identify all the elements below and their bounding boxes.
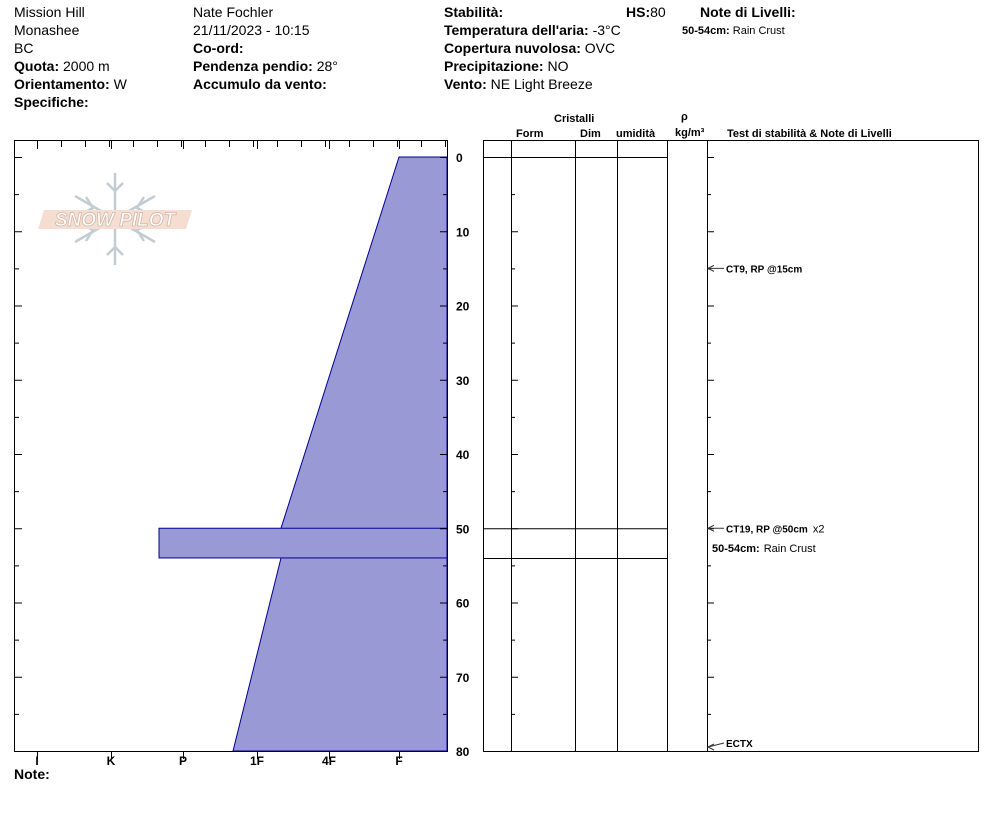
test-label: CT19, RP @50cm x2 xyxy=(726,523,825,536)
depth-tick-label: 20 xyxy=(456,299,470,314)
size-header: Dim xyxy=(580,128,601,140)
hardness-tick-label: P xyxy=(178,754,188,768)
logo-text: SNOW PILOT xyxy=(54,210,176,231)
aspect-value: W xyxy=(113,76,127,92)
depth-tick-label: 10 xyxy=(456,225,470,240)
layer-note-inline xyxy=(712,543,816,555)
wind-loading-label: Accumulo da vento: xyxy=(193,76,327,92)
density-unit: kg/m³ xyxy=(675,127,705,139)
region: BC xyxy=(14,40,34,56)
specifics-label: Specifiche: xyxy=(14,94,89,110)
hardness-layer-bar xyxy=(159,528,447,558)
test-arrow xyxy=(708,743,724,747)
notes-label: Note: xyxy=(14,766,50,782)
tests-notes-header: Test di stabilità & Note di Livelli xyxy=(727,128,892,140)
coord-label: Co-ord: xyxy=(193,40,244,56)
layer-notes-label: Note di Livelli: xyxy=(700,4,796,20)
crystals-header: Cristalli xyxy=(554,113,595,125)
moisture-header: umidità xyxy=(616,128,656,140)
elevation-label: Quota: xyxy=(14,58,60,74)
cloud-value: OVC xyxy=(584,40,616,56)
air-temp-label: Temperatura dell'aria: xyxy=(444,22,589,38)
precip-label: Precipitazione: xyxy=(444,58,544,74)
wind-value: NE Light Breeze xyxy=(490,76,593,92)
layer-table-frame xyxy=(484,141,979,752)
test-multiplier: x2 xyxy=(812,523,825,536)
stability-tests xyxy=(708,264,824,750)
depth-tick-label: 50 xyxy=(456,522,470,537)
hs-label: HS: xyxy=(626,4,651,20)
slope-value: 28° xyxy=(316,58,338,74)
depth-tick-label: 0 xyxy=(456,151,463,165)
depth-tick-label: 60 xyxy=(456,596,470,611)
depth-tick-label: 70 xyxy=(456,670,470,685)
form-header: Form xyxy=(516,128,544,140)
layer-note-range: 50-54cm: xyxy=(682,25,730,37)
depth-axis-labels xyxy=(456,151,470,759)
test-arrow-head xyxy=(708,744,714,750)
datetime: 21/11/2023 - 10:15 xyxy=(193,22,310,38)
location: Mission Hill xyxy=(14,4,85,20)
elevation-value: 2000 m xyxy=(63,58,110,74)
test-label: ECTX xyxy=(726,739,753,750)
layer-note-inline-text: Rain Crust xyxy=(763,543,816,555)
layer-note-inline-range: 50-54cm: xyxy=(712,543,760,555)
cloud-label: Copertura nuvolosa: xyxy=(444,40,581,56)
hs-value: 80 xyxy=(650,4,666,20)
layer-note-text: Rain Crust xyxy=(732,25,785,37)
aspect-label: Orientamento: xyxy=(14,76,110,92)
depth-tick-label: 80 xyxy=(456,745,470,759)
hardness-tick-label: 4F xyxy=(321,754,337,768)
hardness-area xyxy=(233,157,447,751)
observer: Nate Fochler xyxy=(193,4,274,20)
wind-label: Vento: xyxy=(444,76,487,92)
hardness-tick-label: I xyxy=(35,754,39,768)
mountain-range: Monashee xyxy=(14,22,80,38)
air-temp-value: -3°C xyxy=(592,22,621,38)
snowpilot-logo xyxy=(38,173,192,265)
table-ticks xyxy=(511,158,714,752)
test-label: CT9, RP @15cm xyxy=(726,264,803,276)
hardness-tick-label: K xyxy=(106,754,116,768)
density-symbol: ρ xyxy=(681,111,688,123)
hardness-axis-labels xyxy=(35,754,402,768)
depth-tick-label: 40 xyxy=(456,448,470,462)
hardness-tick-label: F xyxy=(395,754,403,768)
slope-label: Pendenza pendio: xyxy=(193,58,313,74)
hardness-profile xyxy=(159,157,447,751)
depth-tick-label: 30 xyxy=(456,373,470,388)
hardness-tick-label: 1F xyxy=(249,754,265,768)
precip-value: NO xyxy=(547,58,569,74)
stability-label: Stabilità: xyxy=(444,4,504,20)
